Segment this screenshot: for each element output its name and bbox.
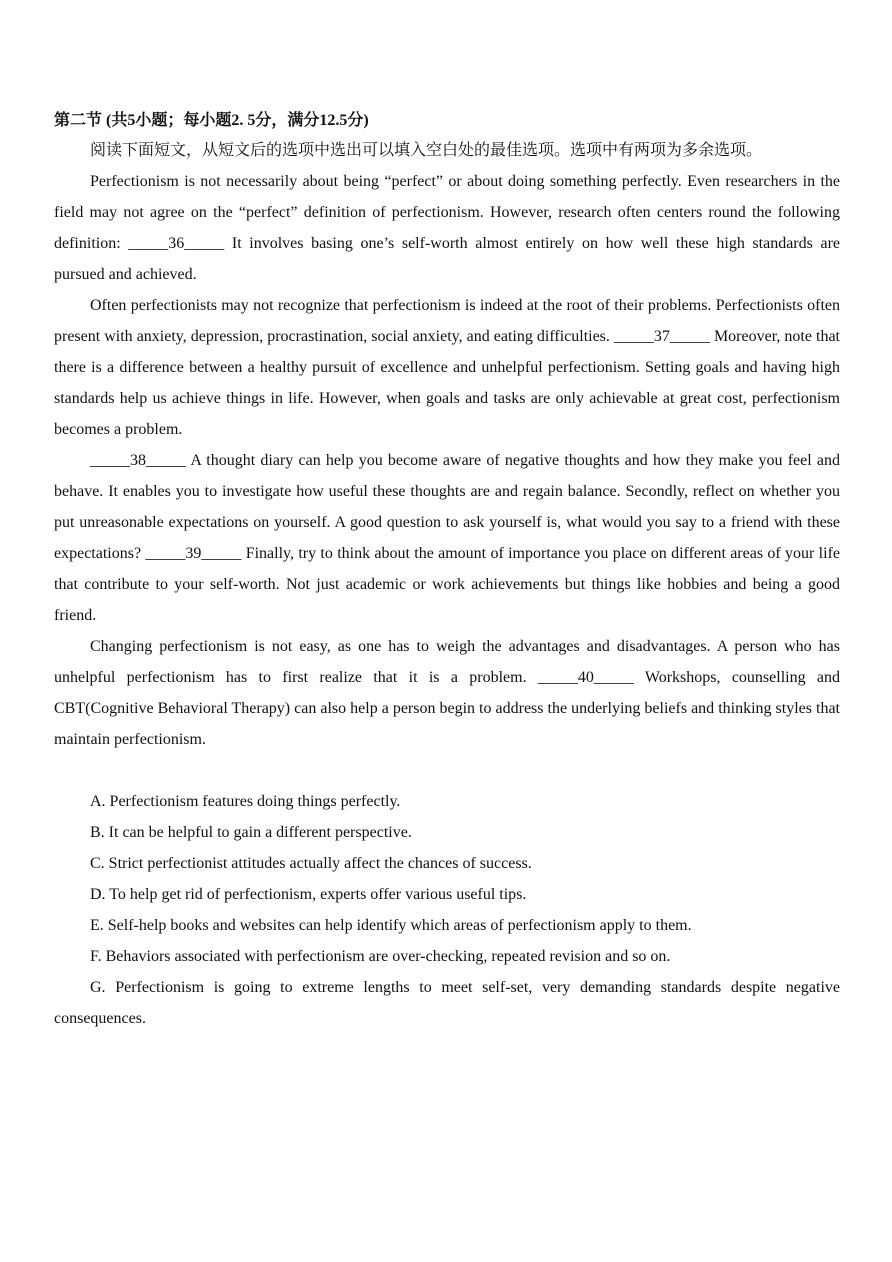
option-g: G. Perfectionism is going to extreme lengths to meet self-set, very demanding standards despite negative consequences.: [54, 979, 840, 1027]
passage: [54, 166, 840, 755]
option-b: B. It can be helpful to gain a different perspective.: [90, 824, 412, 841]
passage-paragraph-4: Changing perfectionism is not easy, as one has to weigh the advantages and disadvantages. A person who has unhelpful perfectionism has to first realize that it is a problem. _____40_____ Workshops, counselling and CBT(Cognitive Behavioral Therapy) can also help a person begin to address the underlying beliefs and thinking styles that maintain perfectionism.: [54, 638, 840, 748]
instructions: 阅读下面短文，从短文后的选项中选出可以填入空白处的最佳选项。选项中有两项为多余选项。: [90, 142, 763, 159]
option-a: A. Perfectionism features doing things perfectly.: [90, 793, 401, 810]
section-title: 第二节 (共5小题；每小题2. 5分，满分12.5分): [54, 112, 369, 129]
passage-paragraph-2: Often perfectionists may not recognize that perfectionism is indeed at the root of their problems. Perfectionists often present with anxiety, depression, procrastination, social anxiety, and eating difficulties. _____37_____ Moreover, note that there is a difference between a healthy pursuit of excellence and unhelpful perfectionism. Setting goals and having high standards help us achieve things in life. However, when goals and tasks are only achievable at great cost, perfectionism becomes a problem.: [54, 297, 840, 438]
option-c: C. Strict perfectionist attitudes actually affect the chances of success.: [90, 855, 532, 872]
option-e: E. Self-help books and websites can help identify which areas of perfectionism apply to them.: [90, 917, 692, 934]
option-f: F. Behaviors associated with perfectionism are over-checking, repeated revision and so on.: [90, 948, 671, 965]
options-list: [54, 786, 840, 1034]
passage-paragraph-3: _____38_____ A thought diary can help you become aware of negative thoughts and how they make you feel and behave. It enables you to investigate how useful these thoughts are and regain balance. Secondly, reflect on whether you put unreasonable expectations on yourself. A good question to ask yourself is, what would you say to a friend with these expectations? _____39_____ Finally, try to think about the amount of importance you place on different areas of your life that contribute to your self-worth. Not just academic or work achievements but things like hobbies and being a good friend.: [54, 452, 840, 624]
option-d: D. To help get rid of perfectionism, experts offer various useful tips.: [90, 886, 527, 903]
document-page: [54, 106, 840, 1034]
passage-paragraph-1: Perfectionism is not necessarily about being “perfect” or about doing something perfectly. Even researchers in the field may not agree on the “perfect” definition of perfectionism. However, research often centers round the following definition: _____36_____ It involves basing one’s self-worth almost entirely on how well these high standards are pursued and achieved.: [54, 173, 840, 283]
